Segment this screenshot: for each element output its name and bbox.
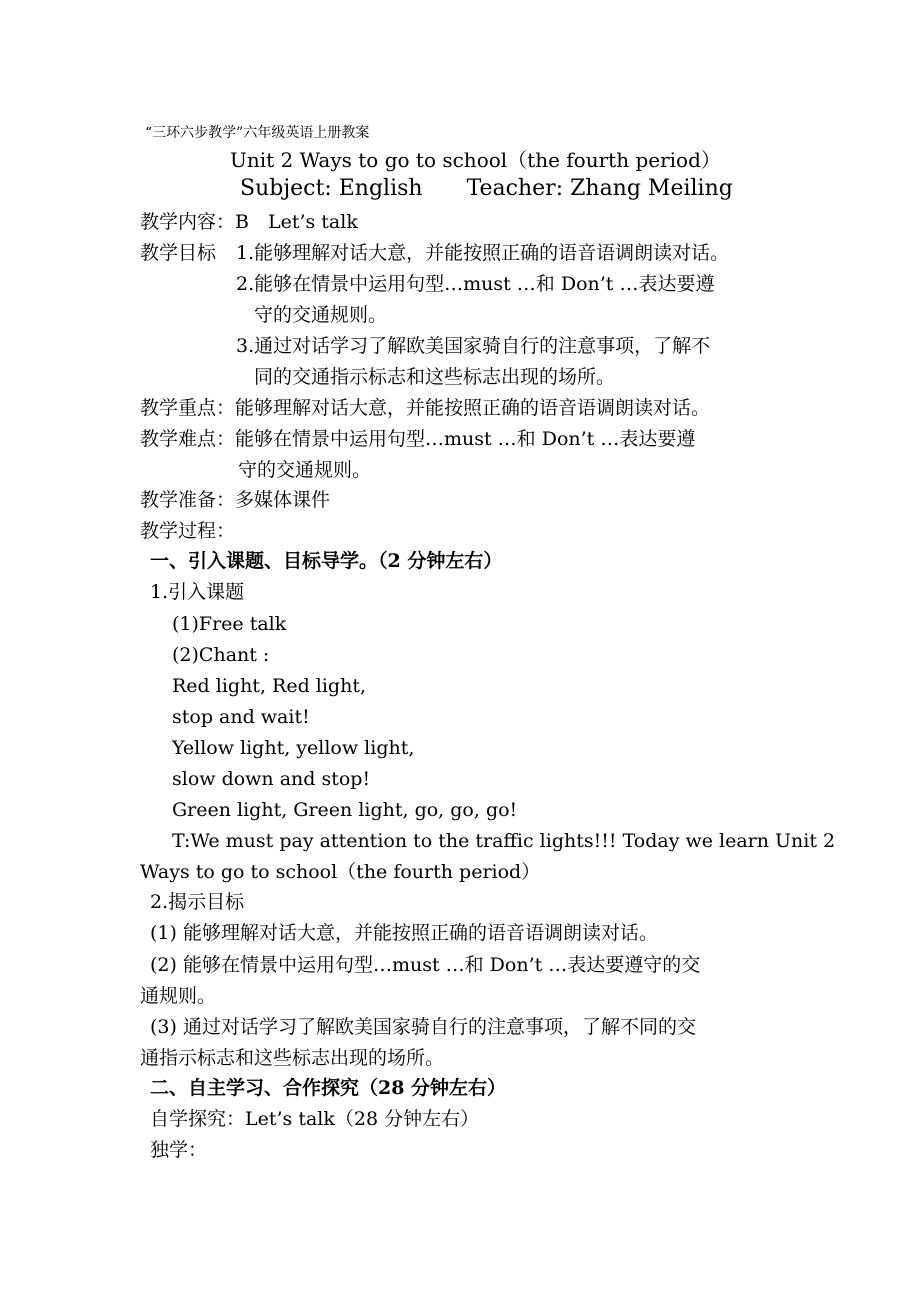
objectives-label: 教学目标	[140, 242, 217, 264]
section-1-sub-2: 2.揭示目标	[150, 891, 245, 913]
goal-2: (2) 能够在情景中运用句型…must …和 Don’t …表达要遵守的交	[150, 954, 701, 976]
chant-label: (2)Chant :	[172, 644, 270, 666]
section-1-heading: 一、引入课题、目标导学。（2 分钟左右）	[150, 550, 503, 572]
teacher-remark-cont: Ways to go to school（the fourth period）	[140, 861, 541, 883]
difficulty-cont: 守的交通规则。	[238, 459, 372, 481]
unit-title: Unit 2 Ways to go to school（the fourth period）	[230, 148, 721, 172]
solo-study: 独学：	[150, 1139, 208, 1161]
goal-3-cont: 通指示标志和这些标志出现的场所。	[140, 1047, 445, 1069]
key-point: 教学重点：能够理解对话大意，并能按照正确的语音语调朗读对话。	[140, 397, 711, 419]
teaching-content: 教学内容：B Let’s talk	[140, 211, 358, 233]
process-label: 教学过程：	[140, 520, 236, 542]
section-1-sub-1: 1.引入课题	[150, 581, 245, 603]
chant-line: stop and wait!	[172, 706, 310, 728]
section-2-heading: 二、自主学习、合作探究（28 分钟左右）	[150, 1077, 507, 1099]
subject-teacher-line: Subject: English Teacher: Zhang Meiling	[240, 176, 733, 201]
objective-1: 1.能够理解对话大意，并能按照正确的语音语调朗读对话。	[236, 242, 730, 264]
chant-line: Yellow light, yellow light,	[172, 737, 415, 759]
objective-2: 2.能够在情景中运用句型…must …和 Don’t …表达要遵	[236, 273, 715, 295]
goal-1: (1) 能够理解对话大意，并能按照正确的语音语调朗读对话。	[150, 922, 658, 944]
goal-3: (3) 通过对话学习了解欧美国家骑自行的注意事项，了解不同的交	[150, 1016, 696, 1038]
goal-2-cont: 通规则。	[140, 985, 217, 1007]
objective-3-cont: 同的交通指示标志和这些标志出现的场所。	[254, 366, 616, 388]
chant-line: slow down and stop!	[172, 768, 371, 790]
objective-2-cont: 守的交通规则。	[254, 304, 388, 326]
preparation: 教学准备：多媒体课件	[140, 489, 331, 511]
chant-line: Red light, Red light,	[172, 675, 366, 697]
teacher-remark: T:We must pay attention to the traffic lights!!! Today we learn Unit 2	[172, 830, 836, 852]
difficulty: 教学难点：能够在情景中运用句型…must …和 Don’t …表达要遵	[140, 428, 696, 450]
series-header: “三环六步教学”六年级英语上册教案	[145, 125, 370, 141]
free-talk: (1)Free talk	[172, 613, 287, 635]
self-study: 自学探究：Let’s talk（28 分钟左右）	[150, 1108, 480, 1130]
objective-3: 3.通过对话学习了解欧美国家骑自行的注意事项，了解不	[236, 335, 711, 357]
chant-line: Green light, Green light, go, go, go!	[172, 799, 518, 821]
